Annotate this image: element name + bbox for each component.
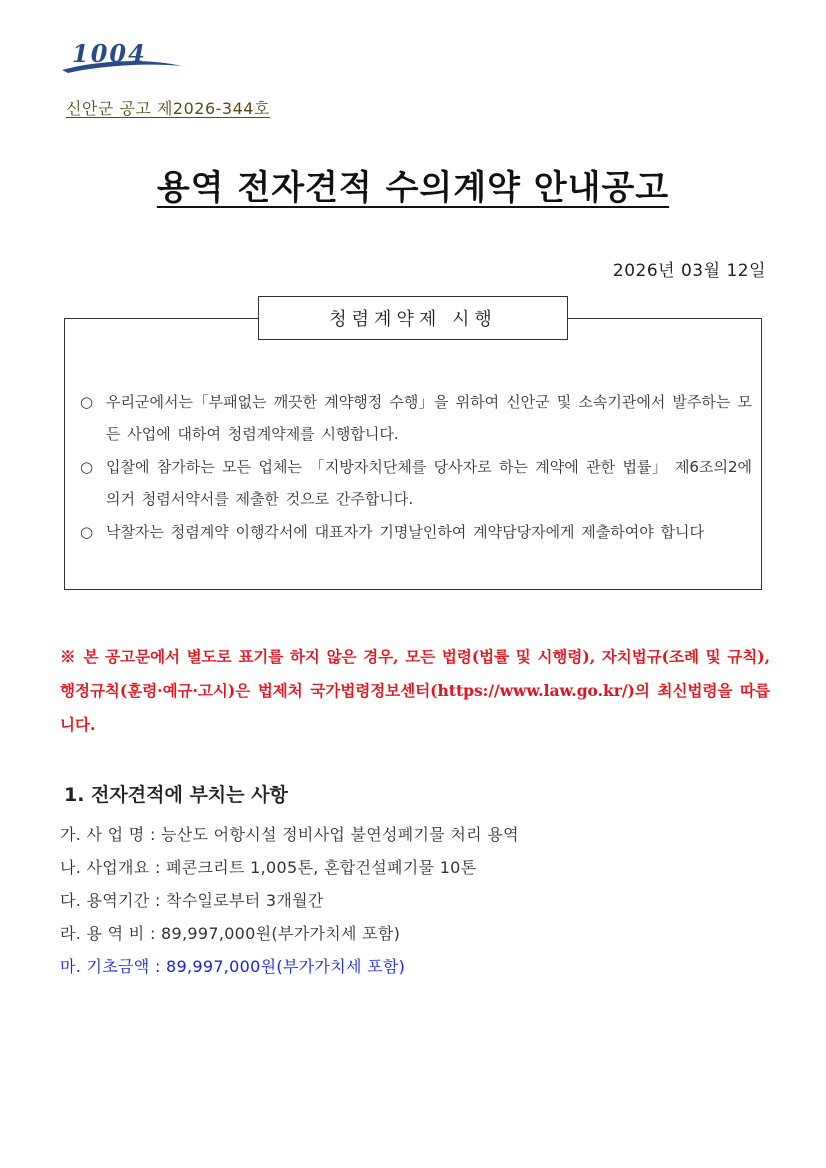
notice-number: 신안군 공고 제2026-344호 <box>66 99 270 118</box>
logo-text: 1004 <box>72 39 147 68</box>
project-name: 가. 사 업 명 : 능산도 어항시설 정비사업 불연성폐기물 처리 용역 <box>60 825 519 844</box>
base-amount: 마. 기초금액 : 89,997,000원(부가가치세 포함) <box>60 957 406 976</box>
integrity-item <box>80 516 752 548</box>
integrity-box-title: 청렴계약제 시행 <box>258 296 568 340</box>
page-title-text: 용역 전자견적 수의계약 안내공고 <box>156 168 670 208</box>
page-title <box>0 160 826 209</box>
circle-bullet-icon: ○ <box>80 393 94 411</box>
integrity-item-text: 입찰에 참가하는 모든 업체는 「지방자치단체를 당사자로 하는 계약에 관한 법률」 제6조의2에 의거 청렴서약서를 제출한 것으로 간주합니다. <box>106 458 752 508</box>
regulation-notice: ※ 본 공고문에서 별도로 표기를 하지 않은 경우, 모든 법령(법률 및 시행령), 자치법규(조례 및 규칙), 행정규칙(훈령·예규·고시)은 법제처 국가법령정보센터(https://www.law.go.kr/)의 최신법령을 따릅니다. <box>60 647 770 734</box>
section-title: 1. 전자견적에 부치는 사항 <box>64 784 288 806</box>
integrity-item <box>80 451 752 515</box>
logo <box>58 36 186 76</box>
integrity-item <box>80 386 752 450</box>
service-cost: 라. 용 역 비 : 89,997,000원(부가가치세 포함) <box>60 924 401 943</box>
service-period: 다. 용역기간 : 착수일로부터 3개월간 <box>60 891 324 910</box>
integrity-item-text: 낙찰자는 청렴계약 이행각서에 대표자가 기명날인하여 계약담당자에게 제출하여야 합니다 <box>106 523 705 541</box>
integrity-item-text: 우리군에서는「부패없는 깨끗한 계약행정 수행」을 위하여 신안군 및 소속기관에서 발주하는 모든 사업에 대하여 청렴계약제를 시행합니다. <box>106 393 752 443</box>
circle-bullet-icon: ○ <box>80 458 94 476</box>
circle-bullet-icon: ○ <box>80 523 94 541</box>
project-summary: 나. 사업개요 : 폐콘크리트 1,005톤, 혼합건설폐기물 10톤 <box>60 858 477 877</box>
notice-date: 2026년 03월 12일 <box>612 261 766 281</box>
